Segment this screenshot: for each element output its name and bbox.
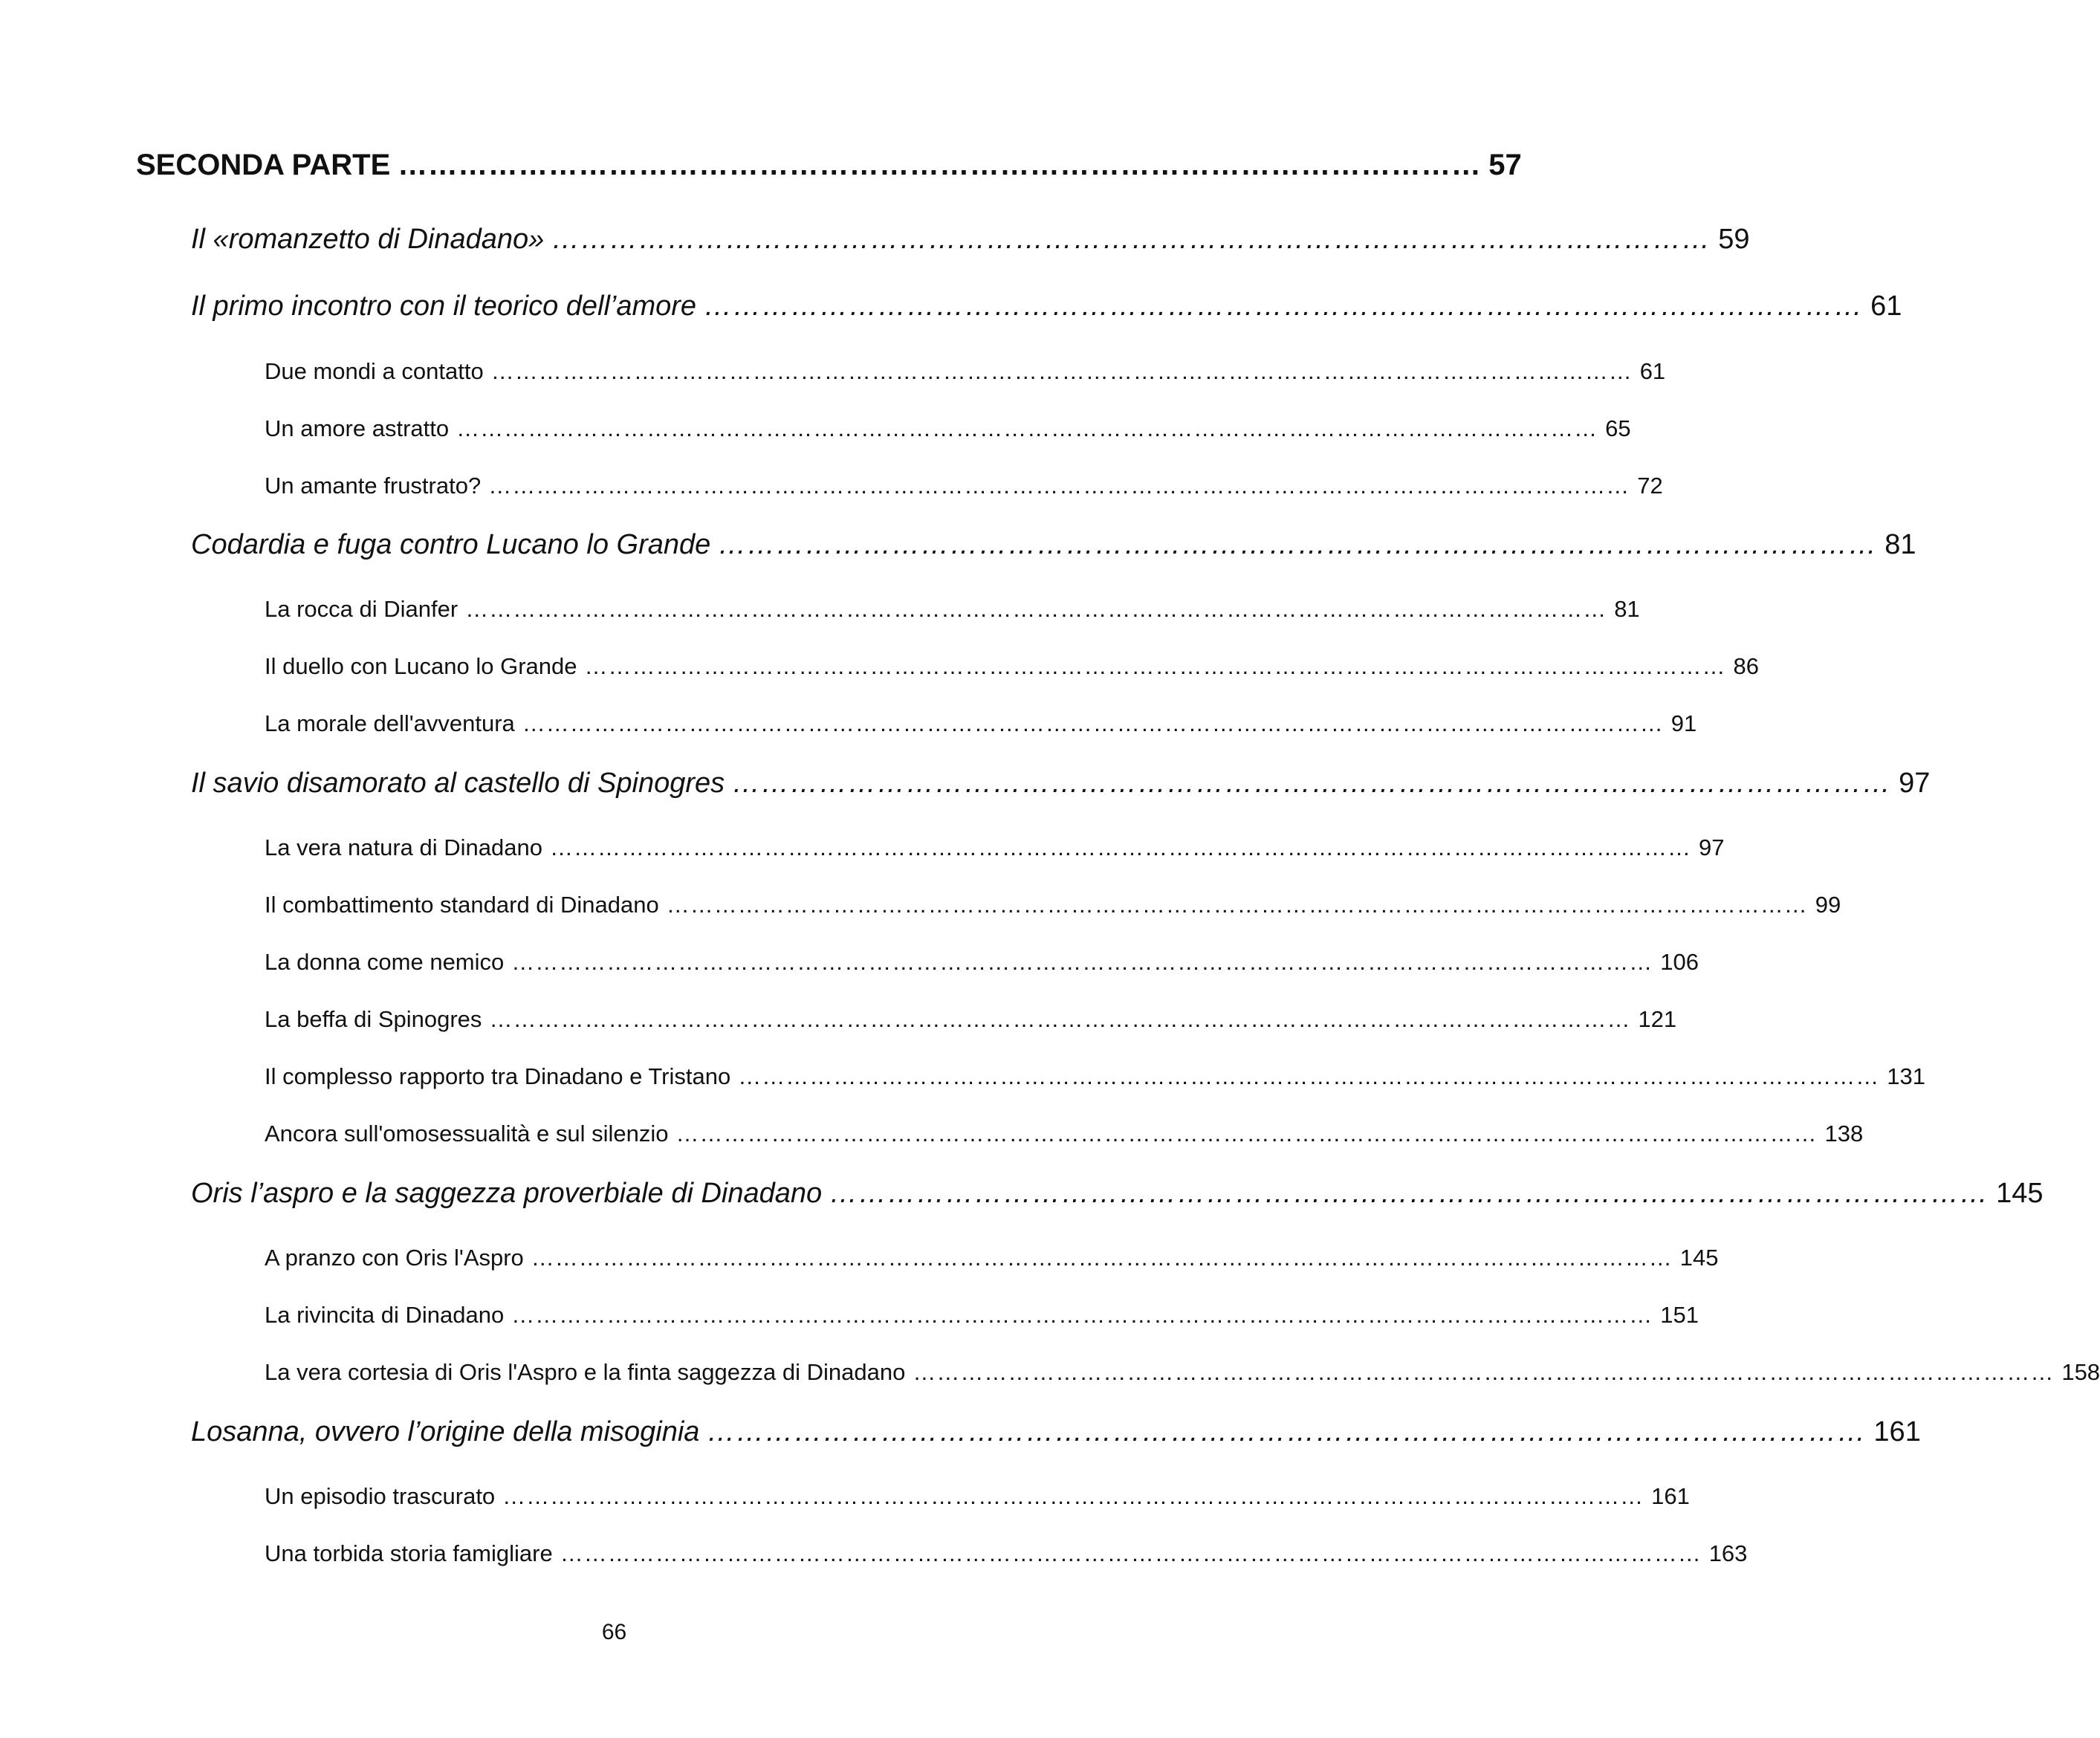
toc-chapter [191,1178,2044,1210]
dot-leader: ……………………………………………………………………………………………………………………………… [531,1245,1673,1271]
section-page: 81 [1614,596,1640,622]
chapter-page: 161 [1873,1416,1921,1447]
section-title: Il duello con Lucano lo Grande [265,653,577,679]
toc-section [265,596,1640,623]
toc-section [265,1121,1864,1147]
toc-section [265,473,1663,499]
dot-leader: ………………………………………………………………………………………………………… [707,1416,1867,1447]
toc-section [265,358,1666,385]
chapter-title: Il primo incontro con il teorico dell’amore [191,291,697,322]
dot-leader: ……………………………………………………………………………………………………………………………… [522,710,1664,736]
dot-leader: ……………………………………………………………………………………………………………………………… [489,1006,1631,1032]
section-page: 121 [1638,1006,1677,1032]
section-page: 163 [1708,1540,1748,1566]
section-page: 145 [1679,1245,1719,1271]
chapter-page: 59 [1718,224,1750,255]
dot-leader: ……………………………………………………………………………………………………………………………… [560,1540,1702,1566]
section-page: 65 [1605,415,1631,441]
dot-leader: ……………………………………………………………………………………………………………………………… [511,949,1653,975]
toc-section [265,1245,1719,1271]
section-title: Un amore astratto [265,415,450,441]
section-title: La donna come nemico [265,949,505,975]
section-page: 99 [1815,892,1841,918]
section-title: Il combattimento standard di Dinadano [265,892,659,918]
section-title: La morale dell'avventura [265,710,515,736]
chapter-page: 145 [1996,1178,2044,1209]
toc-chapter [191,529,1916,561]
section-page: 161 [1651,1483,1690,1509]
dot-leader: ……………………………………………………………………………………………………………………………… [549,834,1691,860]
section-title: La rivincita di Dinadano [265,1302,505,1328]
chapter-page: 97 [1899,768,1931,799]
dot-leader: ……………………………………………………………………………………………………………………………… [738,1063,1880,1089]
section-page: 131 [1887,1063,1925,1089]
dot-leader: ……………………………………………………………………………………………………………………………… [675,1121,1818,1147]
toc-section [265,653,1759,680]
section-page: 151 [1660,1302,1699,1328]
chapter-page: 81 [1885,529,1916,560]
toc-section [265,949,1699,976]
toc-chapter [191,768,1931,800]
chapter-title: Il «romanzetto di Dinadano» [191,224,545,255]
dot-leader: ……………………………………………………………………………………………………………………………… [488,473,1630,499]
section-title: Due mondi a contatto [265,358,484,384]
toc-section [265,1302,1699,1329]
section-title: Un episodio trascurato [265,1483,496,1509]
page-number: 66 [601,1620,627,1644]
section-page: 158 [2061,1359,2100,1385]
toc-chapter [191,224,1750,256]
dot-leader: ……………………………………………………………………………………………………………………………… [584,653,1726,679]
dot-leader: ………………………………………………………………………………………………………… [704,291,1864,322]
dot-leader: ……………………………………………………………………………………………………………………………… [666,892,1808,918]
section-page: 106 [1660,949,1699,975]
dot-leader: ………………………………………………………………………………………………………… [551,224,1711,255]
toc-chapter [191,291,1902,322]
toc-section [265,1006,1677,1033]
section-page: 86 [1733,653,1759,679]
section-title: Ancora sull'omosessualità e sul silenzio [265,1121,669,1147]
section-title: Un amante frustrato? [265,473,482,499]
section-page: 97 [1698,834,1725,860]
dot-leader: ……………………………………………………………………………………………………………………………… [502,1483,1644,1509]
section-title: La rocca di Dianfer [265,596,458,622]
dot-leader: ………………………………………………………………………………………………………… [732,768,1892,799]
section-title: La vera natura di Dinadano [265,834,542,860]
chapter-page: 61 [1870,291,1902,322]
section-page: 72 [1637,473,1663,499]
section-title: Il complesso rapporto tra Dinadano e Tristano [265,1063,731,1089]
dot-leader: ……………………………………………………………………………………………………………………………… [456,415,1598,441]
toc-section [265,710,1697,737]
dot-leader: ………………………………………………………………………………………………………… [718,529,1878,560]
dot-leader: ……………………………………………………………………………………………………………………………… [511,1302,1653,1328]
dot-leader: ………………………………………………………………………………………………………… [829,1178,1989,1209]
part-title: SECONDA PARTE [136,149,391,181]
chapter-title: Losanna, ovvero l’origine della misoginia [191,1416,700,1447]
dot-leader: ……………………………………………………………………………………………… [398,149,1482,181]
dot-leader: ……………………………………………………………………………………………………………………………… [913,1359,2055,1385]
part-page: 57 [1488,149,1522,181]
section-title: La beffa di Spinogres [265,1006,482,1032]
toc-section [265,1063,1925,1090]
toc-section [265,415,1631,442]
toc-section [265,892,1841,918]
section-page: 91 [1670,710,1697,736]
section-title: Una torbida storia famigliare [265,1540,553,1566]
dot-leader: ……………………………………………………………………………………………………………………………… [465,596,1607,622]
dot-leader: ……………………………………………………………………………………………………………………………… [490,358,1633,384]
toc-chapter [191,1416,1921,1448]
section-title: A pranzo con Oris l'Aspro [265,1245,524,1271]
chapter-title: Oris l’aspro e la saggezza proverbiale di Dinadano [191,1178,823,1209]
section-page: 61 [1639,358,1666,384]
section-page: 138 [1824,1121,1864,1147]
toc-section [265,1483,1690,1510]
toc-section [265,834,1725,861]
section-title: La vera cortesia di Oris l'Aspro e la finta saggezza di Dinadano [265,1359,906,1385]
toc-section [265,1359,2100,1386]
chapter-title: Codardia e fuga contro Lucano lo Grande [191,529,711,560]
toc-part-seconda-parte [136,149,1522,182]
toc-section [265,1540,1748,1567]
chapter-title: Il savio disamorato al castello di Spinogres [191,768,725,799]
